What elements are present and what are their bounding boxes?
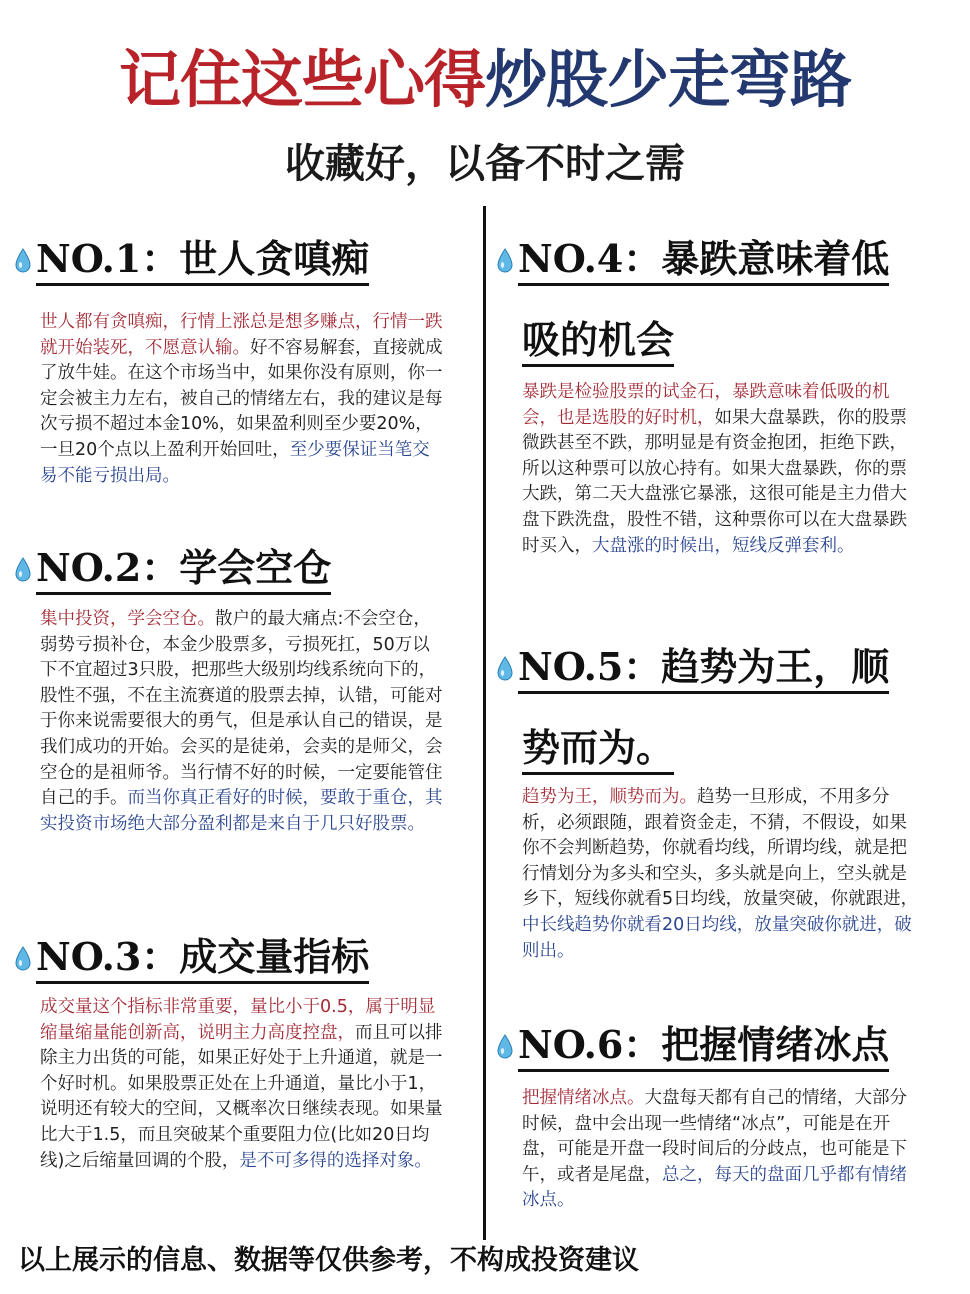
section-2-body-blue: 而当你真正看好的时候，要敢于重仓，其实投资市场绝大部分盈利都是来自于几只好股票。 [40, 788, 443, 834]
section-3-body-text: 而且可以排除主力出货的可能，如果正好处于上升通道，就是一个好时机。如果股票正处在上升通道，量比小于1，说明还有较大的空间，又概率次日继续表现。如果量比大于1.5，而且突破某个重要阻力位(比如20日均线)之后缩量回调的个股， [40, 1022, 443, 1171]
page-title [0, 30, 970, 130]
section-4-heading-text: NO.4：暴跌意味着低 [518, 236, 889, 286]
section-3-heading [14, 926, 369, 981]
section-6-body [522, 1086, 922, 1214]
water-drop-icon [14, 248, 32, 274]
section-2-heading-text: NO.2：学会空仓 [36, 545, 331, 595]
section-2-body-red: 集中投资，学会空仓。 [40, 609, 215, 629]
section-1-body [40, 310, 445, 489]
water-drop-icon [496, 248, 514, 274]
bottom-bar [0, 1282, 970, 1294]
section-5-heading [496, 636, 889, 772]
water-drop-icon [14, 946, 32, 972]
section-4-heading-continuation: 吸的机会 [522, 317, 674, 367]
section-1-body-blue: 至少要保证当笔交易不能亏损出局。 [40, 439, 430, 486]
section-6-heading-text: NO.6：把握情绪冰点 [518, 1022, 889, 1072]
page-subtitle: 收藏好，以备不时之需 [285, 140, 685, 187]
section-3-body-blue: 是不可多得的选择对象。 [239, 1150, 432, 1171]
section-6-heading [496, 1014, 889, 1069]
section-5-body-red: 趋势为王，顺势而为。 [522, 787, 697, 807]
section-4-heading [496, 228, 889, 364]
section-4-body-text: 如果大盘暴跌，你的股票微跌甚至不跌，那明显是有资金抱团，拒绝下跌，所以这种票可以放心持有。如果大盘暴跌，你的票大跌，第二天大盘涨它暴涨，这很可能是主力借大盘下跌洗盘，股性不错，这种票你可以在大盘暴跌时买入， [522, 407, 907, 556]
section-5-heading-continuation: 势而为。 [522, 725, 674, 775]
section-5-heading-text: NO.5：趋势为王，顺 [518, 644, 889, 694]
section-6-body-text: 大盘每天都有自己的情绪，大部分时候，盘中会出现一些情绪“冰点”，可能是在开盘，可能是开盘一段时间后的分歧点，也可能是下午，或者是尾盘， [522, 1088, 907, 1185]
title-red-part: 记住这些心得 [118, 43, 485, 116]
section-3-body-red: 成交量这个指标非常重要，量比小于0.5，属于明显缩量缩量能创新高，说明主力高度控盘， [40, 997, 436, 1043]
section-1-heading [14, 228, 369, 283]
title-blue-part: 炒股少走弯路 [485, 43, 852, 116]
section-5-body-blue: 中长线趋势你就看20日均线，放量突破你就进，破则出。 [522, 914, 912, 961]
section-3-body [40, 995, 445, 1174]
water-drop-icon [14, 557, 32, 583]
section-5-body [522, 785, 922, 964]
water-drop-icon [496, 1034, 514, 1060]
section-4-body-red: 暴跌是检验股票的试金石，暴跌意味着低吸的机会，也是选股的好时机， [522, 382, 890, 428]
section-5-body-text: 趋势一旦形成，不用多分析，必须跟随，跟着资金走，不猜，不假设，如果你不会判断趋势，你就看均线，所谓均线，就是把行情划分为多头和空头，多头就是向上，空头就是乡下，短线你就看5日均线，放量突破，你就跟进， [522, 787, 919, 910]
section-2-body [40, 607, 445, 837]
section-4-body-blue: 大盘涨的时候出，短线反弹套利。 [592, 535, 855, 556]
section-3-heading-text: NO.3：成交量指标 [36, 934, 369, 984]
section-6-body-red: 把握情绪冰点。 [522, 1088, 645, 1108]
water-drop-icon [496, 656, 514, 682]
section-1-body-text: 好不容易解套，直接就成了放牛娃。在这个市场当中，如果你没有原则，你一定会被主力左右，被自己的情绪左右，我的建议是每次亏损不超过本金10%，如果盈利则至少要20%，一旦20个点以上盈利开始回吐， [40, 337, 443, 460]
column-divider [483, 206, 486, 1240]
section-2-body-text: 散户的最大痛点:不会空仓，弱势亏损补仓，本金少股票多，亏损死扛，50万以下不宜超过3只股，把那些大级别均线系统向下的，股性不强，不在主流赛道的股票去掉，认错，可能对于你来说需要很大的勇气，但是承认自己的错误，是我们成功的开始。会买的是徒弟，会卖的是师父，会空仓的是祖师爷。当行情不好的时候，一定要能管住自己的手。 [40, 609, 443, 809]
section-1-body-red: 世人都有贪嗔痴，行情上涨总是想多赚点，行情一跌就开始装死，不愿意认输。 [40, 312, 443, 358]
disclaimer: 以上展示的信息、数据等仅供参考，不构成投资建议 [18, 1245, 639, 1276]
section-2-heading [14, 537, 331, 592]
section-6-body-blue: 总之，每天的盘面几乎都有情绪冰点。 [522, 1164, 907, 1211]
section-1-heading-text: NO.1：世人贪嗔痴 [36, 236, 369, 286]
section-4-body [522, 380, 922, 559]
